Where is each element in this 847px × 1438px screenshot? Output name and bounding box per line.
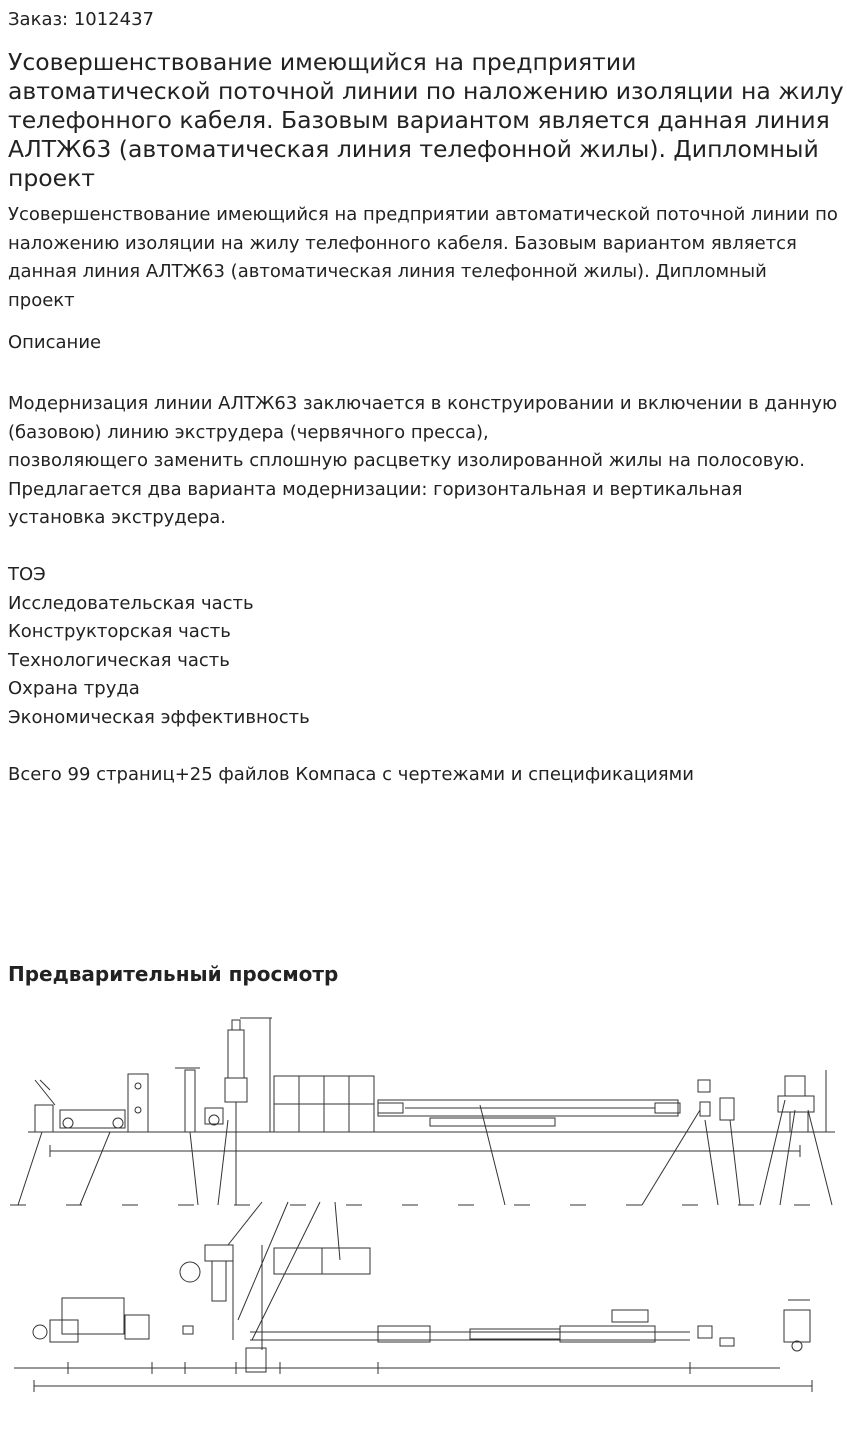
description-heading: Описание [8,332,102,353]
order-number: Заказ: 1012437 [8,9,154,30]
page-title: Усовершенствование имеющийся на предприятии автоматической поточной линии по наложению изоляции на жилу телефонного кабеля. Базовым вариантом является данная линия АЛТЖ63 (автоматическая линия телефонной жилы). Дипломный проект [8,48,844,192]
body-line: Технологическая часть [8,649,230,671]
body-line: Охрана труда [8,678,140,699]
side-elevation-view [10,1018,840,1205]
body-line: Конструкторская часть [8,621,231,642]
body-line: Предлагается два варианта модернизации: горизонтальная и вертикальная установка экструдера. [8,478,743,528]
body-line: Всего 99 страниц+25 файлов Компаса с чертежами и спецификациями [8,763,694,785]
body-line [8,533,838,562]
body-line [8,732,838,761]
body-line: ТОЭ [8,564,46,585]
lead-paragraph: Усовершенствование имеющийся на предприятии автоматической поточной линии по наложению изоляции на жилу телефонного кабеля. Базовым вариантом является данная линия АЛТЖ63 (автоматическая линия телефонной жилы). Дипломный проект [8,204,838,311]
plan-view [14,1202,812,1392]
body-line: позволяющего заменить сплошную расцветку изолированной жилы на полосовую. [8,450,805,471]
description-body [8,390,838,789]
preview-heading: Предварительный просмотр [8,962,339,986]
body-line: Модернизация линии АЛТЖ63 заключается в конструировании и включении в данную (базовою) линию экструдера (червячного пресса), [8,393,838,443]
body-line: Исследовательская часть [8,592,254,614]
body-line: Экономическая эффективность [8,706,310,728]
technical-drawing-preview [0,1010,847,1430]
